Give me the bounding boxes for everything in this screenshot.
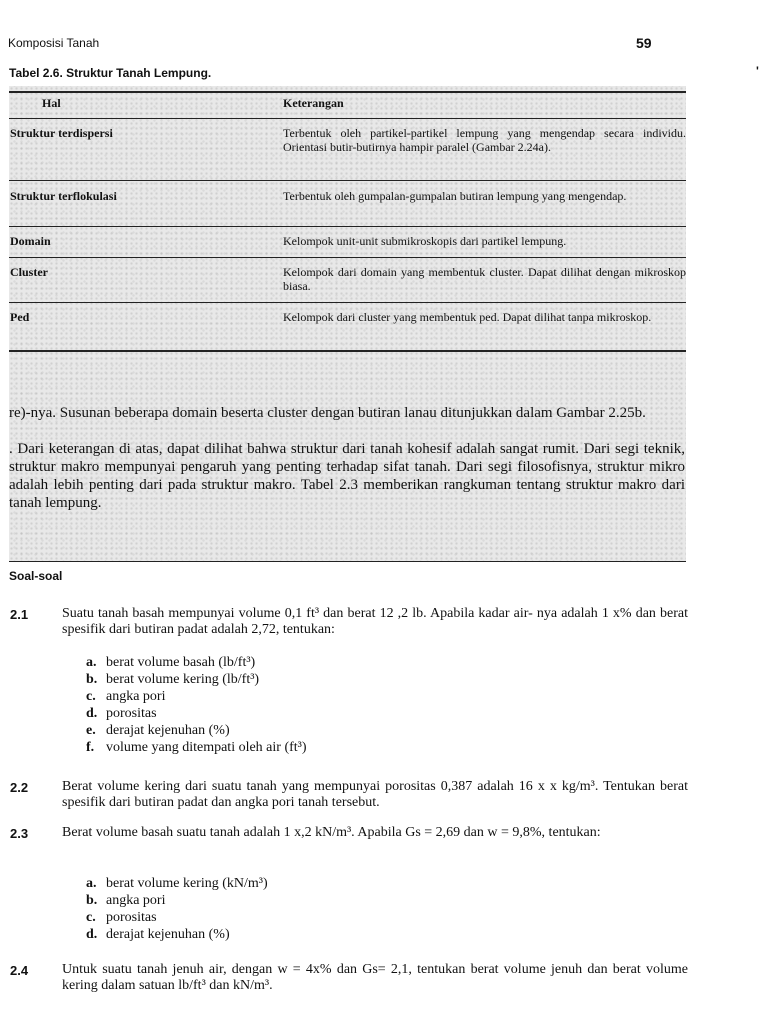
question-number: 2.4 (10, 963, 29, 978)
question-text: Untuk suatu tanah jenuh air, dengan w = 4x% dan Gs= 2,1, tentukan berat volume jenuh dan berat volume kering dalam satuan lb/ft³ dan kN/m³. (62, 962, 688, 993)
section-title: Soal-soal (9, 569, 63, 583)
list-item: b. angka pori (86, 893, 166, 908)
table-bottom-rule (9, 350, 686, 352)
table-cell-keterangan: Kelompok dari domain yang membentuk cluster. Dapat dilihat dengan mikroskop biasa. (283, 265, 686, 293)
list-item: d. porositas (86, 706, 157, 721)
body-paragraph: . Dari keterangan di atas, dapat dilihat bahwa struktur dari tanah kohesif adalah sangat rumit. Dari segi teknik, struktur makro mempunyai pengaruh yang penting terhadap sifat tanah. Dari segi filosofisnya, struktur mikro adalah lebih penting dari pada struktur makro. Tabel 2.3 memberikan rangkuman tentang struktur makro dari tanah lempung. (9, 441, 685, 511)
table-caption: Tabel 2.6. Struktur Tanah Lempung. (9, 66, 212, 80)
question-text: Suatu tanah basah mempunyai volume 0,1 ft³ dan berat 12 ,2 lb. Apabila kadar air- nya adalah 1 x% dan berat spesifik dari butiran padat adalah 2,72, tentukan: (62, 606, 688, 637)
running-header-title: Komposisi Tanah (8, 36, 100, 50)
list-item: c. angka pori (86, 689, 166, 704)
column-header-hal: Hal (42, 96, 61, 110)
column-header-keterangan: Keterangan (283, 96, 344, 110)
table-row-rule (9, 180, 686, 181)
list-item: a. berat volume kering (kN/m³) (86, 876, 268, 891)
table-cell-keterangan: Kelompok dari cluster yang membentuk ped. Dapat dilihat tanpa mikroskop. (283, 310, 652, 324)
question-number: 2.1 (10, 607, 29, 622)
stray-mark: ʹ (756, 64, 759, 78)
table-cell-hal: Struktur terflokulasi (10, 189, 117, 203)
question-text: Berat volume kering dari suatu tanah yang mempunyai porositas 0,387 adalah 16 x x kg/m³. Tentukan berat spesifik dari butiran padat dan angka pori tanah tersebut. (62, 779, 688, 810)
section-divider (9, 561, 686, 562)
table-row-rule (9, 226, 686, 227)
table-cell-keterangan: Terbentuk oleh gumpalan-gumpalan butiran lempung yang mengendap. (283, 189, 627, 203)
list-item: d. derajat kejenuhan (%) (86, 927, 230, 942)
table-cell-keterangan: Kelompok unit-unit submikroskopis dari partikel lempung. (283, 234, 567, 248)
list-item: b. berat volume kering (lb/ft³) (86, 672, 260, 687)
page-number: 59 (636, 35, 652, 51)
table-row-rule (9, 302, 686, 303)
list-item: c. porositas (86, 910, 157, 925)
table-cell-keterangan: Terbentuk oleh partikel-partikel lempung yang mengendap secara individu. Orientasi butir-butirnya hampir paralel (Gambar 2.24a). (283, 126, 686, 154)
table-cell-hal: Cluster (10, 265, 48, 279)
table-cell-hal: Domain (10, 234, 51, 248)
list-item: f. volume yang ditempati oleh air (ft³) (86, 740, 307, 755)
table-cell-hal: Ped (10, 310, 30, 324)
table-cell-hal: Struktur terdispersi (10, 126, 113, 140)
body-paragraph: re)-nya. Susunan beberapa domain beserta cluster dengan butiran lanau ditunjukkan dalam Gambar 2.25b. (9, 405, 646, 421)
list-item: e. derajat kejenuhan (%) (86, 723, 230, 738)
table-row-rule (9, 257, 686, 258)
question-text: Berat volume basah suatu tanah adalah 1 x,2 kN/m³. Apabila Gs = 2,69 dan w = 9,8%, tentukan: (62, 825, 601, 840)
table-header-rule (9, 118, 686, 119)
question-number: 2.2 (10, 780, 29, 795)
list-item: a. berat volume basah (lb/ft³) (86, 655, 256, 670)
table-top-rule (9, 91, 686, 93)
question-number: 2.3 (10, 826, 29, 841)
